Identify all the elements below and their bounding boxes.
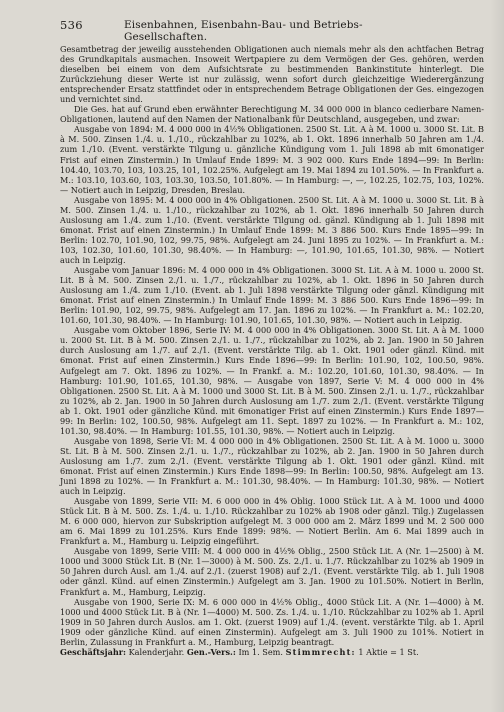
paragraph-issue-1894: Ausgabe von 1894: M. 4 000 000 in 4½% Obligationen. 2500 St. Lit. A à M. 1000 u. 3000 St. Lit. B à M. 500. Zinsen 1./4. u. 1./10., rückzahlbar zu 102%, ab 1. Okt. 1896 innerhalb 50 Jahren am 1./4. zum 1./10. (Event. verstärkte Tilgung u. gänzliche Kündigung vom 1. Juli 1898 ab mit 6monatiger Frist auf einen Zinstermin.) In Umlauf Ende 1899: M. 3 902 000. Kurs Ende 1894—99: In Berlin: 104.40, 103.70, 103, 103.25, 101, 102.25%. Aufgelegt am 19. Mai 1894 zu 101.50%. — In Frankfurt a. M.: 103.10, 103.60, 103, 103.30, 103.50, 101.80%. — In Hamburg: —, —, 102.25, 102.75, 103, 102%. — Notiert auch in Leipzig, Dresden, Breslau.	[60, 124, 484, 195]
fiscal-year-value: Kalenderjahr.	[128, 646, 185, 657]
paragraph-issue-1895: Ausgabe von 1895: M. 4 000 000 in 4% Obligationen. 2500 St. Lit. A à M. 1000 u. 3000 St. Lit. B à M. 500. Zinsen 1./4. u. 1./10., rückzahlbar zu 102%, ab 1. Okt. 1896 innerhalb 50 Jahren durch Auslosung am 1./4. zum 1./10. (Event. verstärkte Tilgung od. gänzl. Kündigung ab 1. Juli 1898 mit 6monat. Frist auf einen Zinstermin.) In Umlauf Ende 1899: M. 3 886 500. Kurs Ende 1895—99: In Berlin: 102.70, 101.90, 102, 99.75, 98%. Aufgelegt am 24. Juni 1895 zu 102%. — In Frankfurt a. M.: 103, 102.30, 101.60, 101.30, 98.40%. — In Hamburg: —, 101.90, 101.65, 101.30, 98%. — Notiert auch in Leipzig.	[60, 194, 484, 265]
paragraph-issue-1899-viii: Ausgabe von 1899, Serie VIII: M. 4 000 000 in 4½% Oblig., 2500 Stück Lit. A (Nr. 1—2500) à M. 1000 und 3000 Stück Lit. B (Nr. 1—3000) à M. 500. Zs. 2./1. u. 1./7. Rückzahlbar zu 102% ab 1909 in 50 Jahren durch Ausl. am 1./4. auf 2./1. (zuerst 1908) auf 2./1. (Event. verstärkte Tilg. ab 1. Juli 1908 oder gänzl. Künd. auf einen Zinstermin.) Aufgelegt am 3. Jan. 1900 zu 101.50%. Notiert in Berlin, Frankfurt a. M., Hamburg, Leipzig.	[60, 546, 484, 597]
running-title: Eisenbahnen, Eisenbahn-Bau- und Betriebs-Gesellschaften.	[124, 19, 363, 43]
page-header	[0, 18, 430, 43]
paragraph-issue-oct-1896-1897: Ausgabe vom Oktober 1896, Serie IV: M. 4 000 000 in 4% Obligationen. 3000 St. Lit. A à M. 1000 u. 2000 St. Lit. B à M. 500. Zinsen 2./1. u. 1./7., rückzahlbar zu 102%, ab 2. Jan. 1900 in 50 Jahren durch Auslosung am 1./7. auf 2./1. (Event. verstärkte Tilg. ab 1. Okt. 1901 oder gänzl. Künd. mit 6monat. Frist auf einen Zinstermin.) Kurs Ende 1896—99: In Berlin: 101.90, 102, 100.50, 98%. Aufgelegt am 7. Okt. 1896 zu 102%. — In Frankf. a. M.: 102.20, 101.60, 101.30, 98.40%. — In Hamburg: 101.90, 101.65, 101.30, 98%. — Ausgabe von 1897, Serie V: M. 4 000 000 in 4% Obligationen. 2500 St. Lit. A à M. 1000 und 3000 St. Lit. B à M. 500. Zinsen 2./1. u. 1./7., rückzahlbar zu 102%, ab 2. Jan. 1900 in 50 Jahren durch Auslosung am 1./7. zum 2./1. (Event. verstärkte Tilgung ab 1. Okt. 1901 oder gänzliche Künd. mit 6monatiger Frist auf einen Zinstermin.) Kurs Ende 1897—99: In Berlin: 102, 100.50, 98%. Aufgelegt am 11. Sept. 1897 zu 102%. — In Frankfurt a. M.: 102, 101.30, 98.40%. — In Hamburg: 101.55, 101.30, 98%. — Notiert auch in Leipzig.	[60, 325, 484, 436]
paragraph-issue-1899-vii: Ausgabe von 1899, Serie VII: M. 6 000 000 in 4% Oblig. 1000 Stück Lit. A à M. 1000 und 4000 Stück Lit. B à M. 500. Zs. 1./4. u. 1./10. Rückzahlbar zu 102% ab 1908 oder gänzl. Tilg.) Zugelassen M. 6 000 000, hiervon zur Subskription aufgelegt M. 3 000 000 am 2. März 1899 und M. 2 500 000 am 6. Mai 1899 zu 101.25%. Kurs Ende 1899: 98%. — Notiert Berlin. Am 6. Mai 1899 auch in Frankfurt a. M., Hamburg u. Leipzig eingeführt.	[60, 496, 484, 547]
general-meeting-label: Gen.-Vers.:	[186, 646, 236, 657]
page-edge-shadow	[490, 0, 504, 712]
general-meeting-value: Im 1. Sem.	[238, 646, 283, 657]
company-facts-line	[60, 647, 484, 657]
fiscal-year-label: Geschäftsjahr:	[60, 646, 127, 657]
paragraph-issue-1900: Ausgabe von 1900, Serie IX: M. 6 000 000 in 4½% Oblig., 4000 Stück Lit. A (Nr. 1—4000) à M. 1000 und 4000 Stück Lit. B à (Nr. 1—4000) M. 500. Zs. 1./4. u. 1./10. Rückzahlbar zu 102% ab 1. April 1909 in 50 Jahren durch Auslos. am 1. Okt. (zuerst 1909) auf 1./4. (event. verstärkte Tilg. ab 1. April 1909 oder gänzliche Künd. auf einen Zinstermin). Aufgelegt am 3. Juli 1900 zu 101%. Notiert in Berlin, Zulassung in Frankfurt a. M., Hamburg, Leipzig beantragt.	[60, 596, 484, 647]
document-body	[60, 44, 484, 657]
voting-right-label: Stimmrecht:	[285, 646, 356, 657]
paragraph-issue-jan-1896: Ausgabe vom Januar 1896: M. 4 000 000 in 4% Obligationen. 3000 St. Lit. A à M. 1000 u. 2000 St. Lit. B à M. 500. Zinsen 2./1. u. 1./7., rückzahlbar zu 102%, ab 1. Okt. 1896 in 50 Jahren durch Auslosung am 1./4. zum 1./10. (Event. ab 1. Juli 1898 verstärkte Tilgung oder gänzl. Kündigung mit 6monat. Frist auf einen Zinstermin.) In Umlauf Ende 1899: M. 3 886 500. Kurs Ende 1896—99: In Berlin: 101.90, 102, 99.75, 98%. Aufgelegt am 17. Jan. 1896 zu 102%. — In Frankfurt a. M.: 102.20, 101.60, 101.30, 98.40%. — In Hamburg: 101.90, 101.65, 101.30, 98%. — Notiert auch in Leipzig.	[60, 265, 484, 326]
page-number: 536	[60, 18, 83, 32]
voting-right-value: 1 Aktie = 1 St.	[358, 646, 419, 657]
paragraph-issue-1898: Ausgabe von 1898, Serie VI: M. 4 000 000 in 4% Obligationen. 2500 St. Lit. A à M. 1000 u. 3000 St. Lit. B à M. 500. Zinsen 2./1. u. 1./7., rückzahlbar zu 102%, ab 2. Jan. 1900 in 50 Jahren durch Auslosung am 1./7. zum 2./1. (Event. verstärkte Tilgung ab 1. Okt. 1901 oder gänzl. Künd. mit 6monat. Frist auf einen Zinstermin.) Kurs Ende 1898—99: In Berlin: 100.50, 98%. Aufgelegt am 13. Juni 1898 zu 102%. — In Frankfurt a. M.: 101.30, 98.40%. — In Hamburg: 101.30, 98%. — Notiert auch in Leipzig.	[60, 435, 484, 497]
paragraph-obligations-intro: Die Ges. hat auf Grund eben erwähnter Berechtigung M. 34 000 000 in blanco cedierbare Namen-Obligationen, lautend auf den Namen der Nationalbank für Deutschland, ausgegeben, und zwar:	[60, 104, 484, 125]
paragraph-collateral: Gesamtbetrag der jeweilig ausstehenden Obligationen auch niemals mehr als den achtfachen Betrag des Grundkapitals ausmachen. Insoweit Wertpapiere zu dem Vermögen der Ges. gehören, werden dieselben bei einem von dem Aufsichtsrate zu bestimmenden Bankinstitute hinterlegt. Die Zurückziehung dieser Werte ist nur zulässig, wenn sofort durch gleichzeitige Wiederergänzung entsprechender Ersatz stattfindet oder in entsprechendem Betrage Obligationen der Ges. eingezogen und vernichtet sind.	[60, 44, 484, 105]
